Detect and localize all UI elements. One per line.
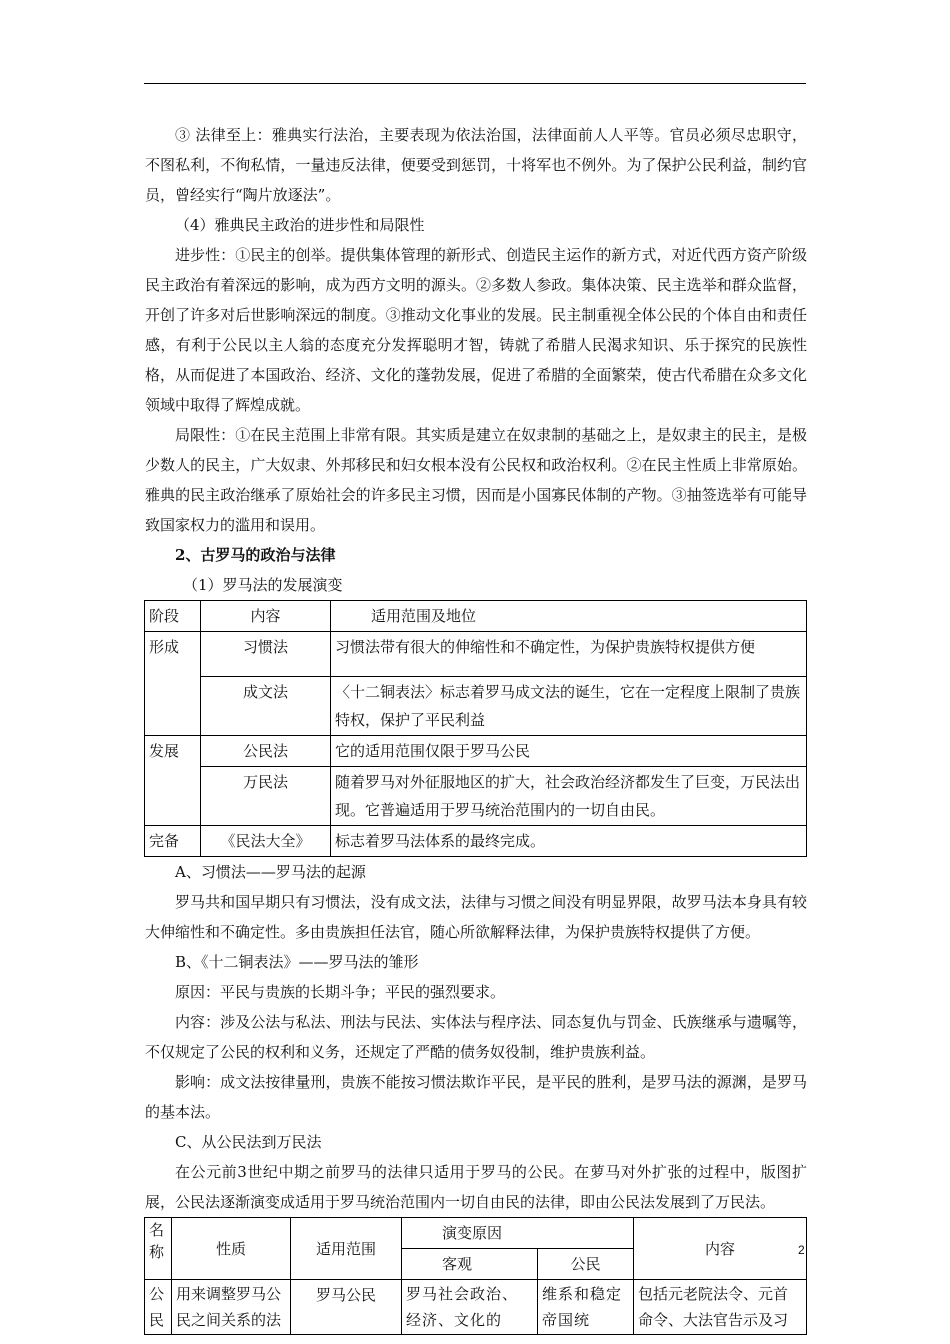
subheading-roman-law-evolution: （1）罗马法的发展演变 <box>183 576 343 594</box>
paragraph-custom-law: 罗马共和国早期只有习惯法，没有成文法，法律与习惯之间没有明显界限，故罗马法本身具有较大伸缩性和不确定性。多由贵族担任法官，随心所欲解释法律，为保护贵族特权提供了方便。 <box>145 893 807 941</box>
subheading-citizen-to-nations: C、从公民法到万民法 <box>175 1133 322 1151</box>
name-cell: 公民 <box>145 1280 172 1335</box>
table-row <box>145 677 807 736</box>
paragraph-reason: 原因：平民与贵族的长期斗争；平民的强烈要求。 <box>175 983 506 1001</box>
stage-cell: 完备 <box>145 826 201 857</box>
header-cell: 客观 <box>402 1249 538 1280</box>
scope-cell: 罗马公民 <box>291 1280 402 1335</box>
table-row <box>145 826 807 857</box>
header-cell: 名称 <box>145 1218 172 1280</box>
content-cell: 包括元老院法令、元首命令、大法官告示及习 <box>634 1280 807 1335</box>
nature-cell: 用来调整罗马公民之间关系的法 <box>172 1280 291 1335</box>
header-cell: 内容 <box>201 601 331 632</box>
paragraph-influence: 影响：成文法按律量刑，贵族不能按习惯法欺诈平民，是平民的胜利，是罗马法的源渊，是罗马的基本法。 <box>145 1073 807 1121</box>
roman-law-stages-table <box>144 600 807 857</box>
stage-cell: 形成 <box>145 632 201 736</box>
heading-ancient-rome: 2、古罗马的政治与法律 <box>175 546 336 564</box>
paragraph-citizen-to-nations: 在公元前3世纪中期之前罗马的法律只适用于罗马的公民。在萝马对外扩张的过程中，版图扩展，公民法逐渐演变成适用于罗马统治范围内一切自由民的法律，即由公民法发展到了万民法。 <box>145 1163 807 1211</box>
paragraph-law-supremacy: ③ 法律至上：雅典实行法治，主要表现为依法治国，法律面前人人平等。官员必须尽忠职守，不图私利，不徇私情，一量违反法律，便要受到惩罚，十将军也不例外。为了保护公民利益，制约官员，曾经实行“陶片放逐法”。 <box>145 126 807 204</box>
header-cell: 公民 <box>538 1249 634 1280</box>
header-cell: 演变原因 <box>402 1218 634 1249</box>
content-cell: 公民法 <box>201 736 331 767</box>
subheading-twelve-tables: B、《十二铜表法》——罗马法的雏形 <box>175 953 419 971</box>
content-cell: 习惯法 <box>201 632 331 677</box>
paragraph-progressiveness: 进步性：①民主的创举。提供集体管理的新形式、创造民主运作的新方式，对近代西方资产阶级民主政治有着深远的影响，成为西方文明的源头。②多数人参政。集体决策、民主选举和群众监督，开创了许多对后世影响深远的制度。③推动文化事业的发展。民主制重视全体公民的个体自由和责任感，有利于公民以主人翁的态度充分发挥聪明才智，铸就了希腊人民渴求知识、乐于探究的民族性格，从而促进了本国政治、经济、文化的蓬勃发展，促进了希腊的全面繁荣，使古代希腊在众多文化领域中取得了辉煌成就。 <box>145 246 807 414</box>
header-cell: 阶段 <box>145 601 201 632</box>
table-row <box>145 1280 807 1335</box>
citizen-cell: 维系和稳定帝国统 <box>538 1280 634 1335</box>
content-cell: 《民法大全》 <box>201 826 331 857</box>
scope-cell: 〈十二铜表法〉标志着罗马成文法的诞生，它在一定程度上限制了贵族特权，保护了平民利益 <box>331 677 807 736</box>
paragraph-limitations: 局限性：①在民主范围上非常有限。其实质是建立在奴隶制的基础之上，是奴隶主的民主，是极少数人的民主，广大奴隶、外邦移民和妇女根本没有公民权和政治权利。②在民主性质上非常原始。雅典的民主政治继承了原始社会的许多民主习惯，因而是小国寡民体制的产物。③抽签选举有可能导致国家权力的滥用和误用。 <box>145 426 807 534</box>
table-header-row <box>145 1218 807 1249</box>
stage-cell: 发展 <box>145 736 201 826</box>
subheading-athens-progress: （4）雅典民主政治的进步性和局限性 <box>175 216 425 234</box>
paragraph-content: 内容：涉及公法与私法、刑法与民法、实体法与程序法、同态复仇与罚金、氏族继承与遗嘱等，不仅规定了公民的权利和义务，还规定了严酷的债务奴役制，维护贵族利益。 <box>145 1013 807 1061</box>
table-row <box>145 767 807 826</box>
header-rule <box>144 83 806 84</box>
table-row <box>145 736 807 767</box>
header-cell: 性质 <box>172 1218 291 1280</box>
content-cell: 万民法 <box>201 767 331 826</box>
table-row <box>145 632 807 677</box>
header-cell: 适用范围 <box>291 1218 402 1280</box>
objective-cell: 罗马社会政治、经济、文化的 <box>402 1280 538 1335</box>
header-cell: 适用范围及地位 <box>331 601 807 632</box>
law-comparison-table <box>144 1217 807 1335</box>
table-header-row <box>145 601 807 632</box>
scope-cell: 随着罗马对外征服地区的扩大，社会政治经济都发生了巨变，万民法出现。它普遍适用于罗马统治范围内的一切自由民。 <box>331 767 807 826</box>
scope-cell: 它的适用范围仅限于罗马公民 <box>331 736 807 767</box>
page-number: 2 <box>798 1243 805 1257</box>
scope-cell: 标志着罗马法体系的最终完成。 <box>331 826 807 857</box>
header-cell: 内容 <box>634 1218 807 1280</box>
document-body <box>145 120 807 1335</box>
subheading-custom-law: A、习惯法——罗马法的起源 <box>175 863 366 881</box>
content-cell: 成文法 <box>201 677 331 736</box>
scope-cell: 习惯法带有很大的伸缩性和不确定性，为保护贵族特权提供方便 <box>331 632 807 677</box>
